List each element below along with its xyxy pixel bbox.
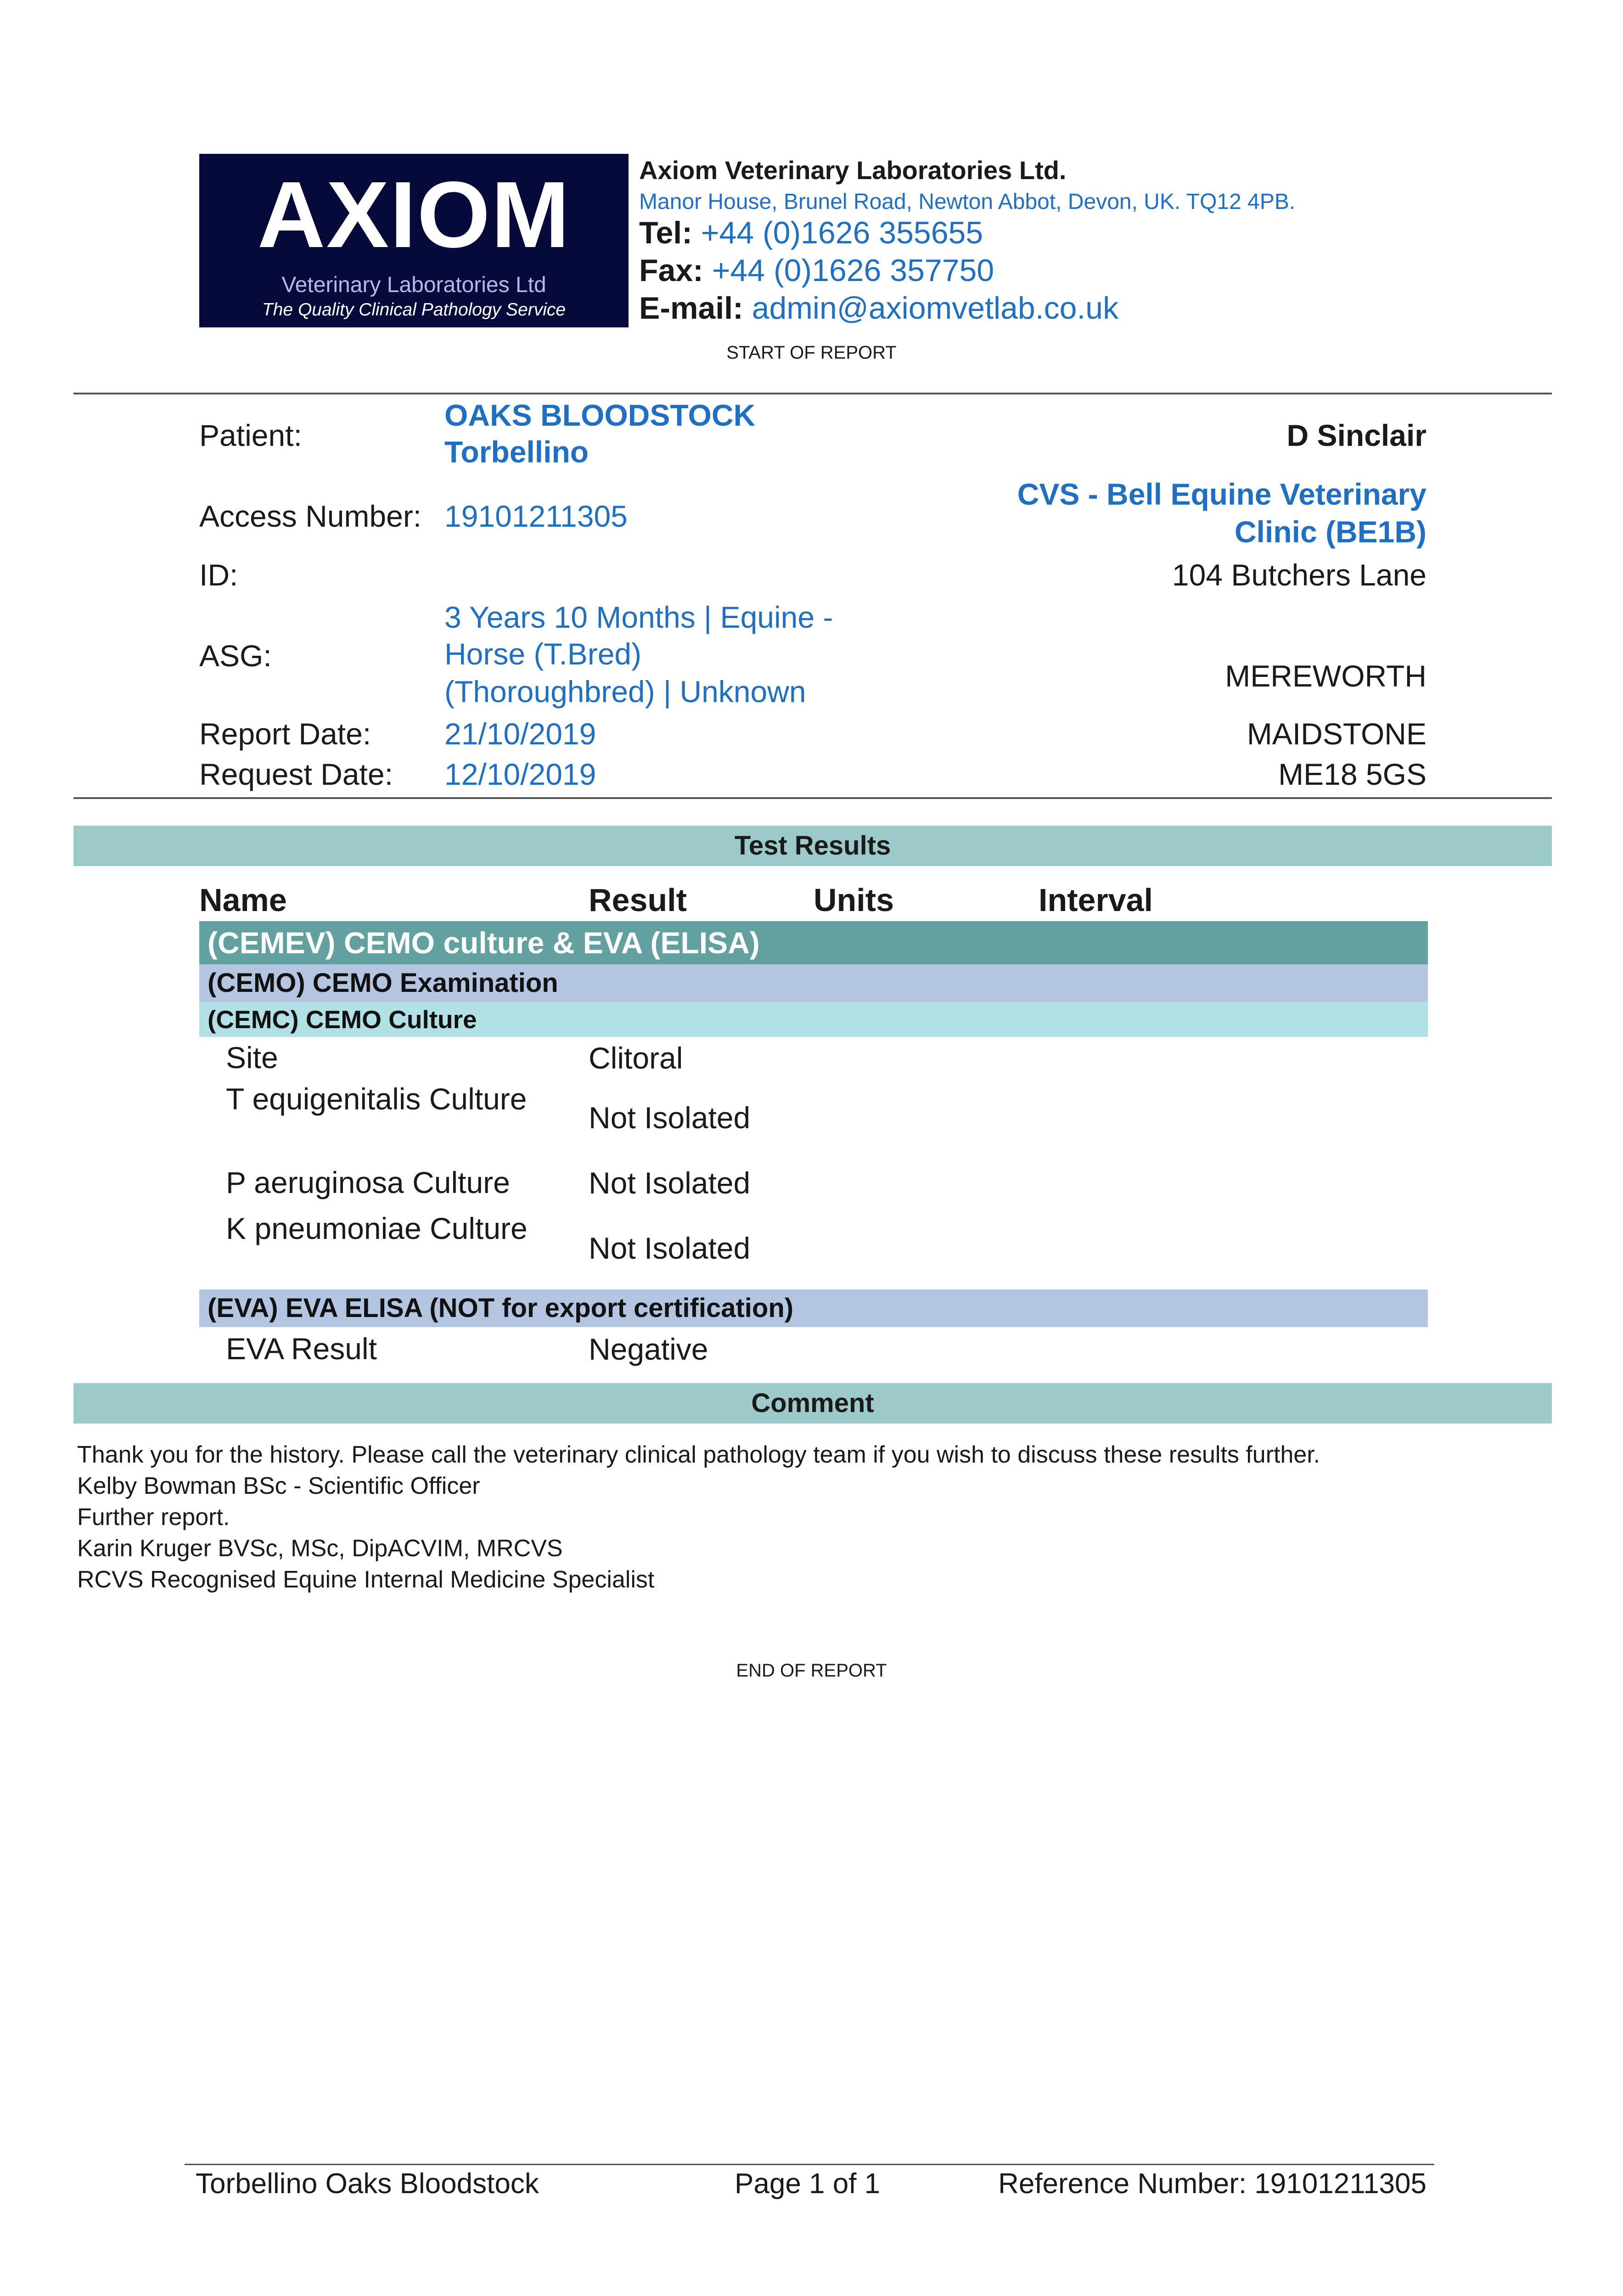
access-number: 19101211305 — [444, 499, 628, 533]
result-name: T equigenitalis Culture — [226, 1082, 527, 1116]
result-value: Clitoral — [589, 1041, 683, 1075]
request-date: 12/10/2019 — [444, 757, 596, 791]
result-value: Not Isolated — [589, 1166, 751, 1200]
lab-tel — [639, 215, 983, 251]
col-units-header: Units — [814, 882, 894, 918]
end-of-report: END OF REPORT — [736, 1660, 887, 1681]
group-cemo: (CEMO) CEMO Examination — [199, 964, 1428, 1002]
vet-address-3: MAIDSTONE — [1247, 717, 1426, 751]
logo-title: AXIOM — [257, 162, 571, 267]
lab-name: Axiom Veterinary Laboratories Ltd. — [639, 156, 1067, 185]
axiom-logo — [199, 154, 629, 327]
result-name: Site — [226, 1041, 278, 1075]
start-of-report: START OF REPORT — [726, 343, 897, 363]
logo-subtitle: Veterinary Laboratories Ltd — [281, 273, 546, 297]
footer-rule — [185, 2164, 1434, 2165]
comment-line: Kelby Bowman BSc - Scientific Officer — [77, 1473, 480, 1499]
lab-email — [639, 290, 1118, 326]
footer-patient: Torbellino Oaks Bloodstock — [196, 2168, 539, 2200]
eva-result-name: EVA Result — [226, 1332, 377, 1366]
lab-fax — [639, 253, 994, 288]
vet-address-1: 104 Butchers Lane — [1172, 558, 1426, 592]
fax-label: Fax: — [639, 253, 703, 288]
patient-owner: OAKS BLOODSTOCK — [444, 398, 756, 432]
result-name: K pneumoniae Culture — [226, 1211, 528, 1245]
logo-tagline: The Quality Clinical Pathology Service — [262, 300, 566, 320]
result-value: Not Isolated — [589, 1231, 751, 1265]
clinic-line-2: Clinic (BE1B) — [1234, 515, 1426, 549]
vet-name: D Sinclair — [1286, 418, 1426, 452]
col-name-header: Name — [199, 882, 287, 918]
eva-result-value: Negative — [589, 1332, 708, 1366]
asg-line-1: 3 Years 10 Months | Equine - — [444, 600, 833, 634]
comment-header: Comment — [73, 1383, 1552, 1424]
tel-number[interactable]: +44 (0)1626 355655 — [701, 215, 983, 250]
col-result-header: Result — [589, 882, 687, 918]
group-cemc: (CEMC) CEMO Culture — [199, 1002, 1428, 1037]
result-value: Not Isolated — [589, 1101, 751, 1135]
asg-label: ASG: — [199, 639, 272, 673]
comment-line: Further report. — [77, 1504, 230, 1531]
id-label: ID: — [199, 558, 238, 592]
access-label: Access Number: — [199, 499, 422, 533]
vet-postcode: ME18 5GS — [1278, 757, 1426, 791]
fax-number: +44 (0)1626 357750 — [712, 253, 994, 288]
comment-line: RCVS Recognised Equine Internal Medicine Specialist — [77, 1566, 655, 1593]
comment-line: Thank you for the history. Please call the veterinary clinical pathology team if you wish to discuss these results further. — [77, 1441, 1320, 1468]
email-address[interactable]: admin@axiomvetlab.co.uk — [752, 291, 1119, 326]
asg-line-3: (Thoroughbred) | Unknown — [444, 675, 806, 709]
result-name: P aeruginosa Culture — [226, 1165, 510, 1199]
group-eva: (EVA) EVA ELISA (NOT for export certification) — [199, 1289, 1428, 1327]
vet-address-2: MEREWORTH — [1225, 659, 1426, 693]
group-cemev: (CEMEV) CEMO culture & EVA (ELISA) — [199, 921, 1428, 964]
divider-patient — [73, 797, 1552, 799]
report-date: 21/10/2019 — [444, 717, 596, 751]
clinic-line-1: CVS - Bell Equine Veterinary — [1017, 477, 1426, 511]
footer-page-number: Page 1 of 1 — [735, 2168, 881, 2200]
tel-label: Tel: — [639, 215, 692, 250]
divider-top — [73, 393, 1552, 394]
patient-label: Patient: — [199, 418, 302, 452]
lab-address: Manor House, Brunel Road, Newton Abbot, Devon, UK. TQ12 4PB. — [639, 190, 1296, 214]
comment-line: Karin Kruger BVSc, MSc, DipACVIM, MRCVS — [77, 1535, 563, 1562]
col-interval-header: Interval — [1039, 882, 1153, 918]
email-label: E-mail: — [639, 291, 743, 326]
test-results-header: Test Results — [73, 826, 1552, 866]
request-date-label: Request Date: — [199, 757, 393, 791]
footer-reference: Reference Number: 19101211305 — [998, 2168, 1426, 2200]
patient-name: Torbellino — [444, 435, 589, 469]
asg-line-2: Horse (T.Bred) — [444, 637, 642, 671]
report-date-label: Report Date: — [199, 717, 371, 751]
